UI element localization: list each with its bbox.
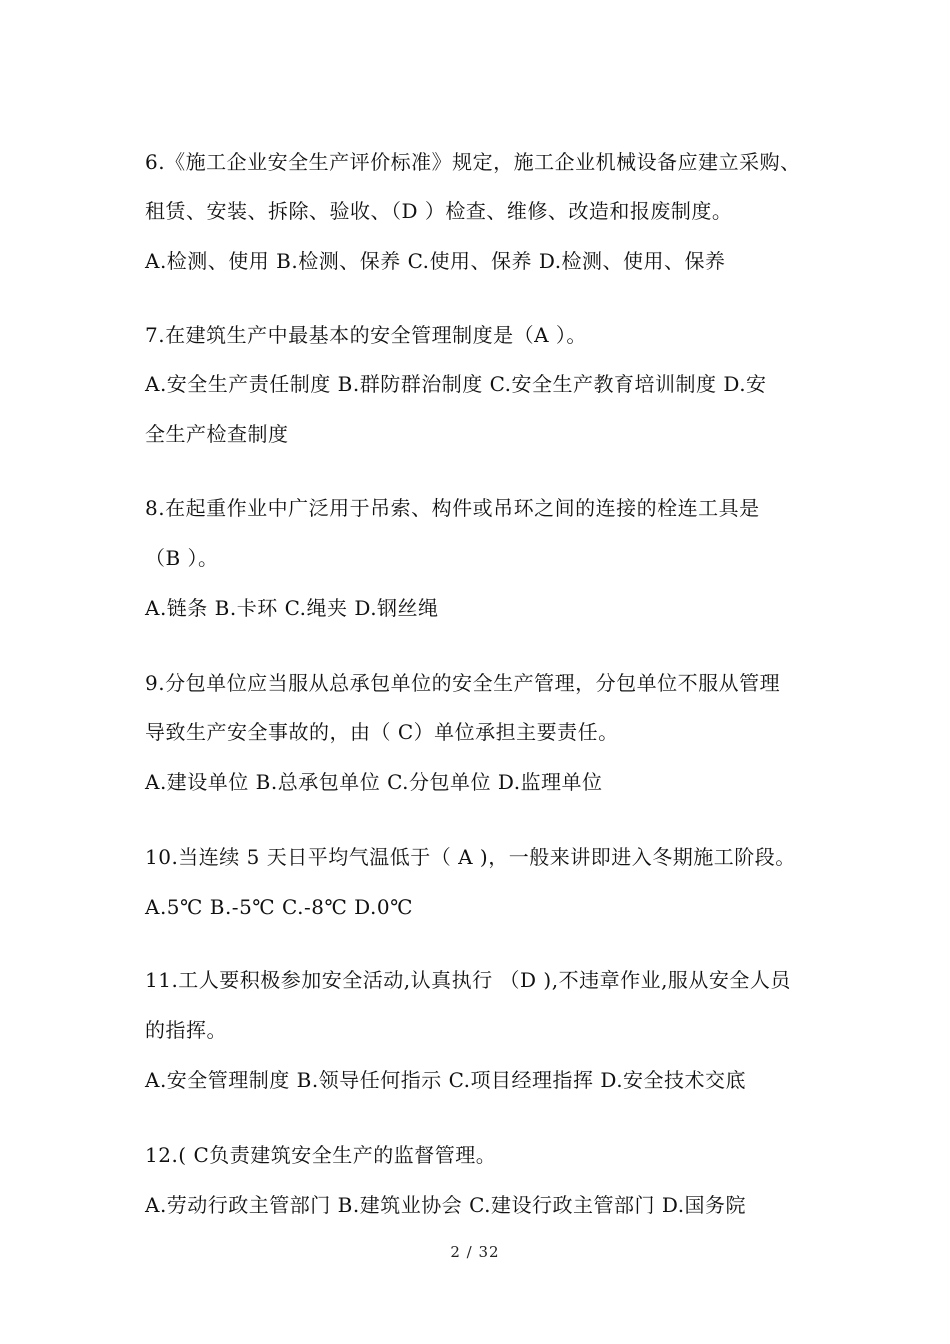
question-text-line: 10.当连续 5 天日平均气温低于（ A )，一般来讲即进入冬期施工阶段。 [145, 845, 796, 869]
question-text-line: 12.( C负责建筑安全生产的监督管理。 [145, 1143, 497, 1167]
question-text-line: 导致生产安全事故的，由（ C）单位承担主要责任。 [145, 720, 619, 744]
question-text-line: 8.在起重作业中广泛用于吊索、构件或吊环之间的连接的栓连工具是 [145, 496, 760, 520]
question-text-line: 7.在建筑生产中最基本的安全管理制度是（A ）。 [145, 323, 587, 347]
question-text-line: （B ）。 [145, 546, 219, 570]
question-text-line: 的指挥。 [145, 1018, 227, 1042]
question-options: 全生产检查制度 [145, 422, 289, 446]
page-number: 2 / 32 [450, 1243, 500, 1261]
question-text-line: 租赁、安装、拆除、验收、（D ）检查、维修、改造和报废制度。 [145, 199, 733, 223]
question-options: A.安全管理制度 B.领导任何指示 C.项目经理指挥 D.安全技术交底 [145, 1068, 747, 1092]
question-text-line: 6.《施工企业安全生产评价标准》规定，施工企业机械设备应建立采购、 [145, 150, 801, 174]
question-options: A.检测、使用 B.检测、保养 C.使用、保养 D.检测、使用、保养 [145, 249, 726, 273]
question-options: A.链条 B.卡环 C.绳夹 D.钢丝绳 [145, 596, 439, 620]
question-options: A.5℃ B.-5℃ C.-8℃ D.0℃ [145, 895, 413, 919]
question-options: A.建设单位 B.总承包单位 C.分包单位 D.监理单位 [145, 770, 603, 794]
question-text-line: 11.工人要积极参加安全活动,认真执行 （D ),不违章作业,服从安全人员 [145, 968, 791, 992]
question-options: A.劳动行政主管部门 B.建筑业协会 C.建设行政主管部门 D.国务院 [145, 1193, 747, 1217]
question-options: A.安全生产责任制度 B.群防群治制度 C.安全生产教育培训制度 D.安 [145, 372, 767, 396]
question-text-line: 9.分包单位应当服从总承包单位的安全生产管理，分包单位不服从管理 [145, 671, 781, 695]
